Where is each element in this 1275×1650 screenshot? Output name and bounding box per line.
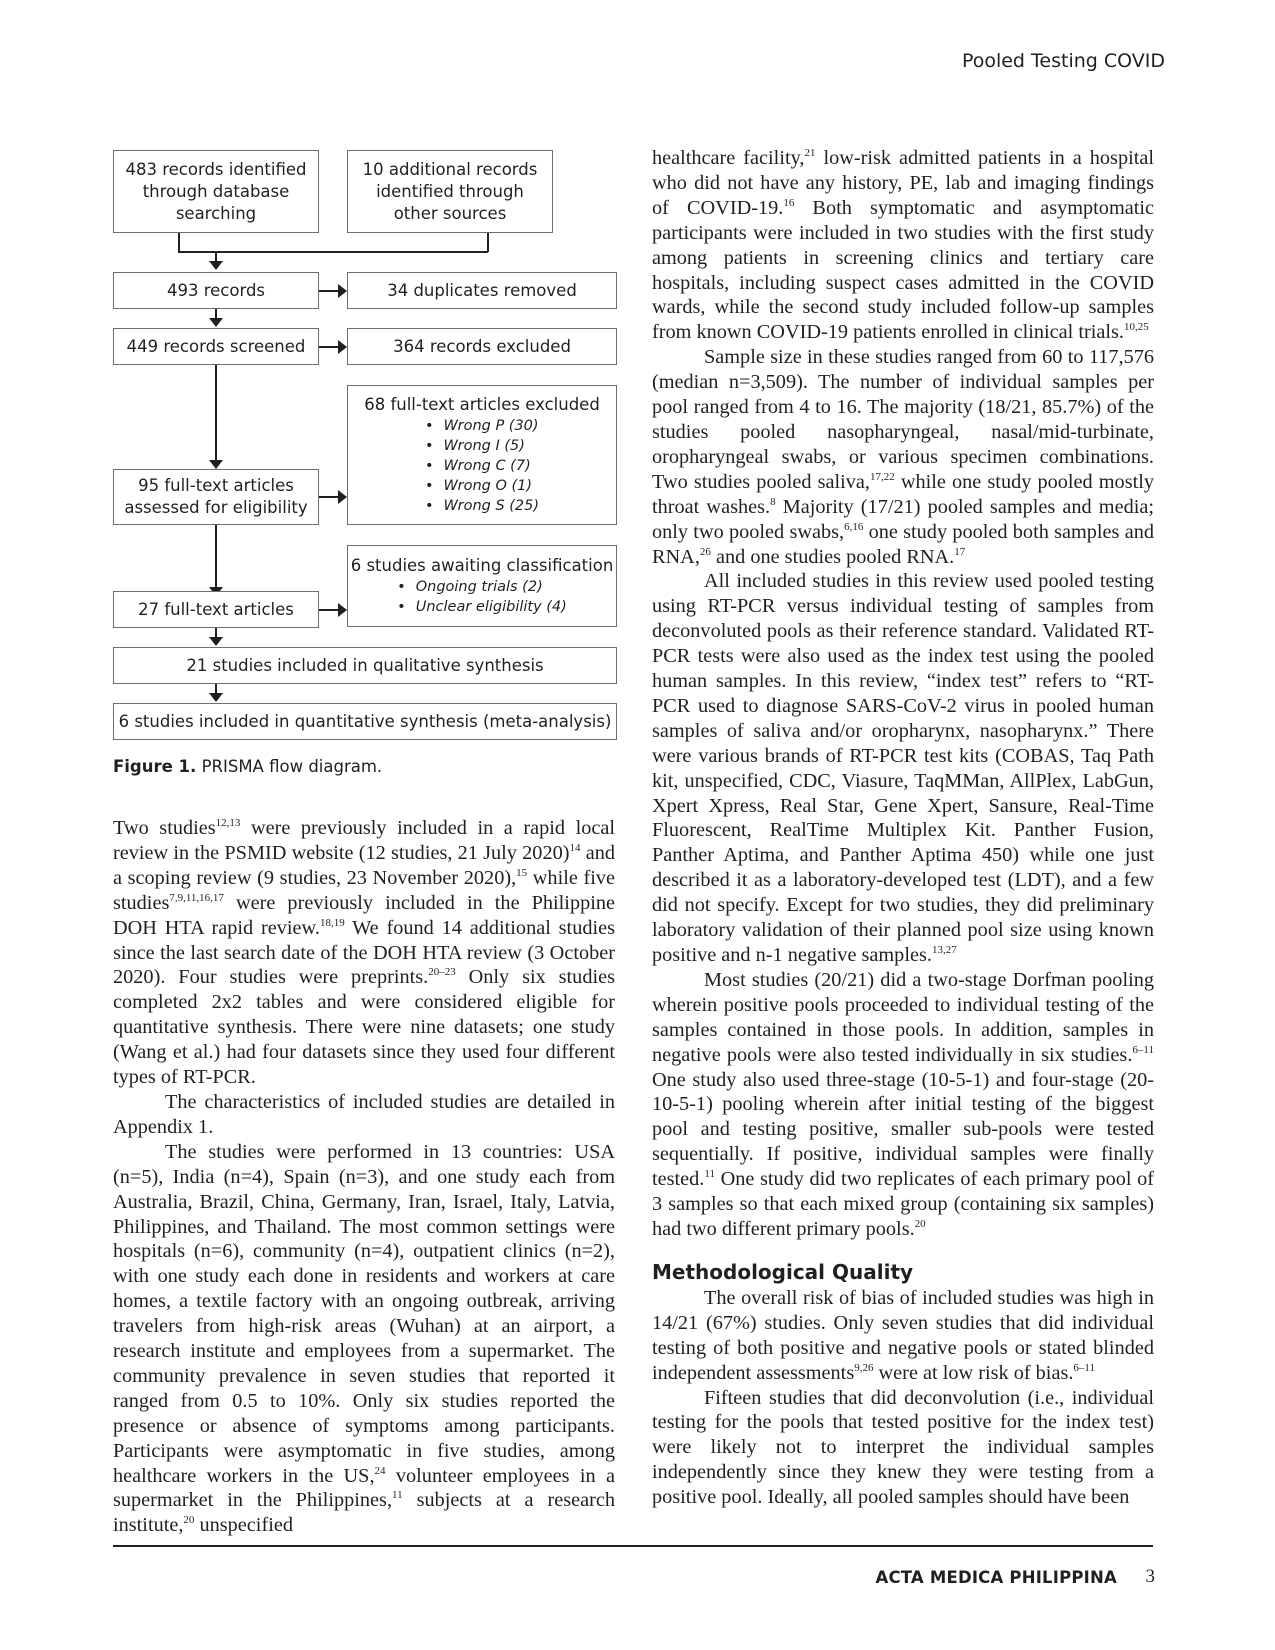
citation-superscript: 6–11 xyxy=(1132,1043,1154,1056)
box-fulltext-excluded: 68 full-text articles excluded • Wrong P (30) • Wrong I (5) • Wrong C (7) • Wrong O (1) • Wrong S (25) xyxy=(347,385,617,525)
citation-superscript: 18,19 xyxy=(319,916,345,929)
box-records-screened: 449 records screened xyxy=(113,328,319,365)
connector xyxy=(319,290,338,292)
paragraph: The characteristics of included studies are detailed in Appendix 1. xyxy=(113,1090,615,1138)
citation-superscript: 6,16 xyxy=(844,520,864,533)
citation-superscript: 20 xyxy=(914,1218,926,1231)
awaiting-reason: • Unclear eligibility (4) xyxy=(397,597,567,617)
citation-superscript: 26 xyxy=(699,545,711,558)
box-additional-records: 10 additional records identified through other sources xyxy=(347,150,553,233)
citation-superscript: 12,13 xyxy=(215,817,241,830)
box-awaiting-classification: 6 studies awaiting classification • Ongoing trials (2) • Unclear eligibility (4) xyxy=(347,545,617,627)
paragraph: All included studies in this review used pooled testing using RT-PCR versus individual testing of samples from deconvoluted pools as their reference standard. Validated RT-PCR tests were also used as the index test using the pooled human samples. In this review, “index test” refers to “RT-PCR used to diagnose SARS-CoV-2 virus in pooled human samples of saliva and/or oropharynx, nasopharynx.” There were various brands of RT-PCR test kits (COBAS, Taq Path kit, unspecified, CDC, Viasure, TaqMMan, AllPlex, LabGun, Xpert Xpress, Real Star, Gene Xpert, Sansure, Real-Time Fluorescent, RealTime Multiplex Kit. Panther Fusion, Panther Aptima, and Panther Aptima 450) while one just described it as a laboratory-developed test (LDT), and a few did not specify. Except for two studies, they did preliminary laboratory validation of their planned pool size using known positive and n-1 negative samples.$^{13,27}$ xyxy=(652,570,1154,966)
running-header: Pooled Testing COVID xyxy=(961,50,1165,72)
connector xyxy=(215,251,217,261)
connector xyxy=(215,628,217,637)
connector xyxy=(319,496,338,498)
citation-superscript: 11 xyxy=(392,1489,403,1502)
arrow-right-icon xyxy=(338,340,347,354)
citation-superscript: 15 xyxy=(516,867,528,880)
citation-superscript: 20 xyxy=(183,1514,195,1527)
connector xyxy=(215,309,217,318)
paragraph: healthcare facility,$^{21}$ low-risk admitted patients in a hospital who did not have any history, PE, lab and imaging findings of COVID-19.16 Both symptomatic and asymptomatic participants were included in two studies with the first study among patients in screening clinics and tertiary care hospitals, including suspect cases admitted in the COVID wards, while the second study included follow-up samples from known COVID-19 patients enrolled in clinical trials.$^{10,25}$ xyxy=(652,147,1154,344)
arrow-down-icon xyxy=(209,460,223,469)
awaiting-reason: • Ongoing trials (2) xyxy=(397,577,567,597)
citation-superscript: 17 xyxy=(954,545,966,558)
citation-superscript: 20–23 xyxy=(428,966,456,979)
connector xyxy=(319,346,338,348)
box-27-fulltext: 27 full-text articles xyxy=(113,591,319,628)
arrow-down-icon xyxy=(209,637,223,646)
box-records-identified-database: 483 records identified through database searching xyxy=(113,150,319,233)
footer-rule xyxy=(113,1545,1153,1547)
figure-caption-text: PRISMA flow diagram. xyxy=(201,757,383,776)
paragraph: The overall risk of bias of included studies was high in 14/21 (67%) studies. Only seven studies that did individual testing of both positive and negative pools or stated blinded independent assessments$^{9,26}$ were at low risk of bias.$^{6-11}$ xyxy=(652,1286,1154,1384)
awaiting-reasons-list xyxy=(397,577,567,617)
connector xyxy=(487,233,489,252)
box-quantitative-synthesis: 6 studies included in quantitative synthesis (meta-analysis) xyxy=(113,703,617,740)
right-text-column xyxy=(652,146,1154,1510)
box-records-excluded: 364 records excluded xyxy=(347,328,617,365)
citation-superscript: 21 xyxy=(804,147,816,160)
exclusion-reason: • Wrong I (5) xyxy=(425,436,539,456)
figure-caption xyxy=(113,757,382,776)
exclusion-reason: • Wrong C (7) xyxy=(425,456,539,476)
footer-journal-name: ACTA MEDICA PHILIPPINA xyxy=(875,1568,1117,1587)
connector xyxy=(178,251,488,253)
citation-superscript: 6–11 xyxy=(1073,1361,1096,1374)
paragraph: Fifteen studies that did deconvolution (i.e., individual testing for the pools that tested positive for the index test) were likely not to interpret the individual samples independently since they knew they were testing from a positive pool. Ideally, all pooled samples should have been xyxy=(652,1386,1154,1509)
citation-superscript: 7,9,11,16,17 xyxy=(169,891,224,904)
citation-superscript: 11 xyxy=(704,1168,715,1181)
arrow-down-icon xyxy=(209,693,223,702)
connector xyxy=(215,365,217,460)
figure-label: Figure 1. xyxy=(113,757,197,776)
exclusion-reason: • Wrong O (1) xyxy=(425,476,539,496)
arrow-down-icon xyxy=(209,318,223,327)
citation-superscript: 9,26 xyxy=(854,1361,874,1374)
paragraph: Sample size in these studies ranged from 60 to 117,576 (median n=3,509). The number of individual samples per pool ranged from 4 to 16. The majority (18/21, 85.7%) of the studies pooled nasopharyngeal, nasal/mid-turbinate, oropharyngeal swabs, or various specimen combinations. Two studies pooled saliva,$^{17,22}$ while one study pooled mostly throat washes.$^8$ Majority (17/21) pooled samples and media; only two pooled swabs,$^{6,16}$ one study pooled both samples and RNA,$^{26}$ and one studies pooled RNA.$^{17}$ xyxy=(652,346,1154,568)
citation-superscript: 16 xyxy=(783,197,795,210)
exclusion-reason: • Wrong P (30) xyxy=(425,416,539,436)
box-fulltext-assessed: 95 full-text articles assessed for eligibility xyxy=(113,469,319,525)
connector xyxy=(319,609,338,611)
page-number: 3 xyxy=(1145,1566,1155,1587)
paragraph: Two studies$^{12,13}$ were previously included in a rapid local review in the PSMID website (12 studies, 21 July 2020)$^{14}$ and a scoping review (9 studies, 23 November 2020),$^{15}$ while five studies$^{7,9,11,16,17}$ were previously included in the Philippine DOH HTA rapid review.$^{18,19}$ We found 14 additional studies since the last search date of the DOH HTA review (3 October 2020). Four studies were preprints.$^{20-23}$ Only six studies completed 2x2 tables and were considered eligible for quantitative synthesis. There were nine datasets; one study (Wang et al.) had four datasets since they used four different types of RT-PCR. xyxy=(113,817,615,1089)
connector xyxy=(178,233,180,252)
left-text-column xyxy=(113,816,615,1538)
exclusion-reasons-list xyxy=(425,416,539,516)
citation-superscript: 10,25 xyxy=(1124,321,1149,334)
citation-superscript: 8 xyxy=(770,495,776,508)
citation-superscript: 14 xyxy=(569,842,581,855)
citation-superscript: 13,27 xyxy=(931,944,957,957)
citation-superscript: 17,22 xyxy=(870,471,895,484)
paragraph: Most studies (20/21) did a two-stage Dorfman pooling wherein positive pools proceeded to individual testing of the samples contained in those pools. In addition, samples in negative pools were also tested individually in six studies.$^{6-11}$ One study also used three-stage (10-5-1) and four-stage (20-10-5-1) pooling wherein after initial testing of the biggest pool and testing positive, smaller sub-pools were tested sequentially. If positive, individual samples were finally tested.$^{11}$ One study did two replicates of each primary pool of 3 samples so that each mixed group (containing six samples) had two different primary pools.$^{20}$ xyxy=(652,968,1154,1240)
arrow-right-icon xyxy=(338,603,347,617)
citation-superscript: 24 xyxy=(374,1464,386,1477)
exclusion-reason: • Wrong S (25) xyxy=(425,496,539,516)
box-qualitative-synthesis: 21 studies included in qualitative synthesis xyxy=(113,647,617,684)
arrow-down-icon xyxy=(209,261,223,270)
paragraph: The studies were performed in 13 countries: USA (n=5), India (n=4), Spain (n=3), and one study each from Australia, Brazil, China, Germany, Iran, Israel, Italy, Latvia, Philippines, and Thailand. The most common settings were hospitals (n=6), community (n=4), outpatient clinics (n=2), with one study each done in residents and workers at care homes, a textile factory with an ongoing outbreak, arriving travelers from high-risk areas (Wuhan) at an airport, a research institute and employees from a supermarket. The community prevalence in seven studies that reported it ranged from 0.5 to 10%. Only six studies reported the presence or absence of symptoms among participants. Participants were asymptomatic in five studies, among healthcare workers in the US,$^{24}$ volunteer employees in a supermarket in the Philippines,$^{11}$ subjects at a research institute,$^{20}$ unspecified xyxy=(113,1140,615,1537)
arrow-right-icon xyxy=(338,490,347,504)
arrow-right-icon xyxy=(338,284,347,298)
box-duplicates-removed: 34 duplicates removed xyxy=(347,272,617,309)
connector xyxy=(215,525,217,587)
connector xyxy=(215,684,217,693)
section-heading: Methodological Quality xyxy=(652,1259,914,1284)
box-493-records: 493 records xyxy=(113,272,319,309)
